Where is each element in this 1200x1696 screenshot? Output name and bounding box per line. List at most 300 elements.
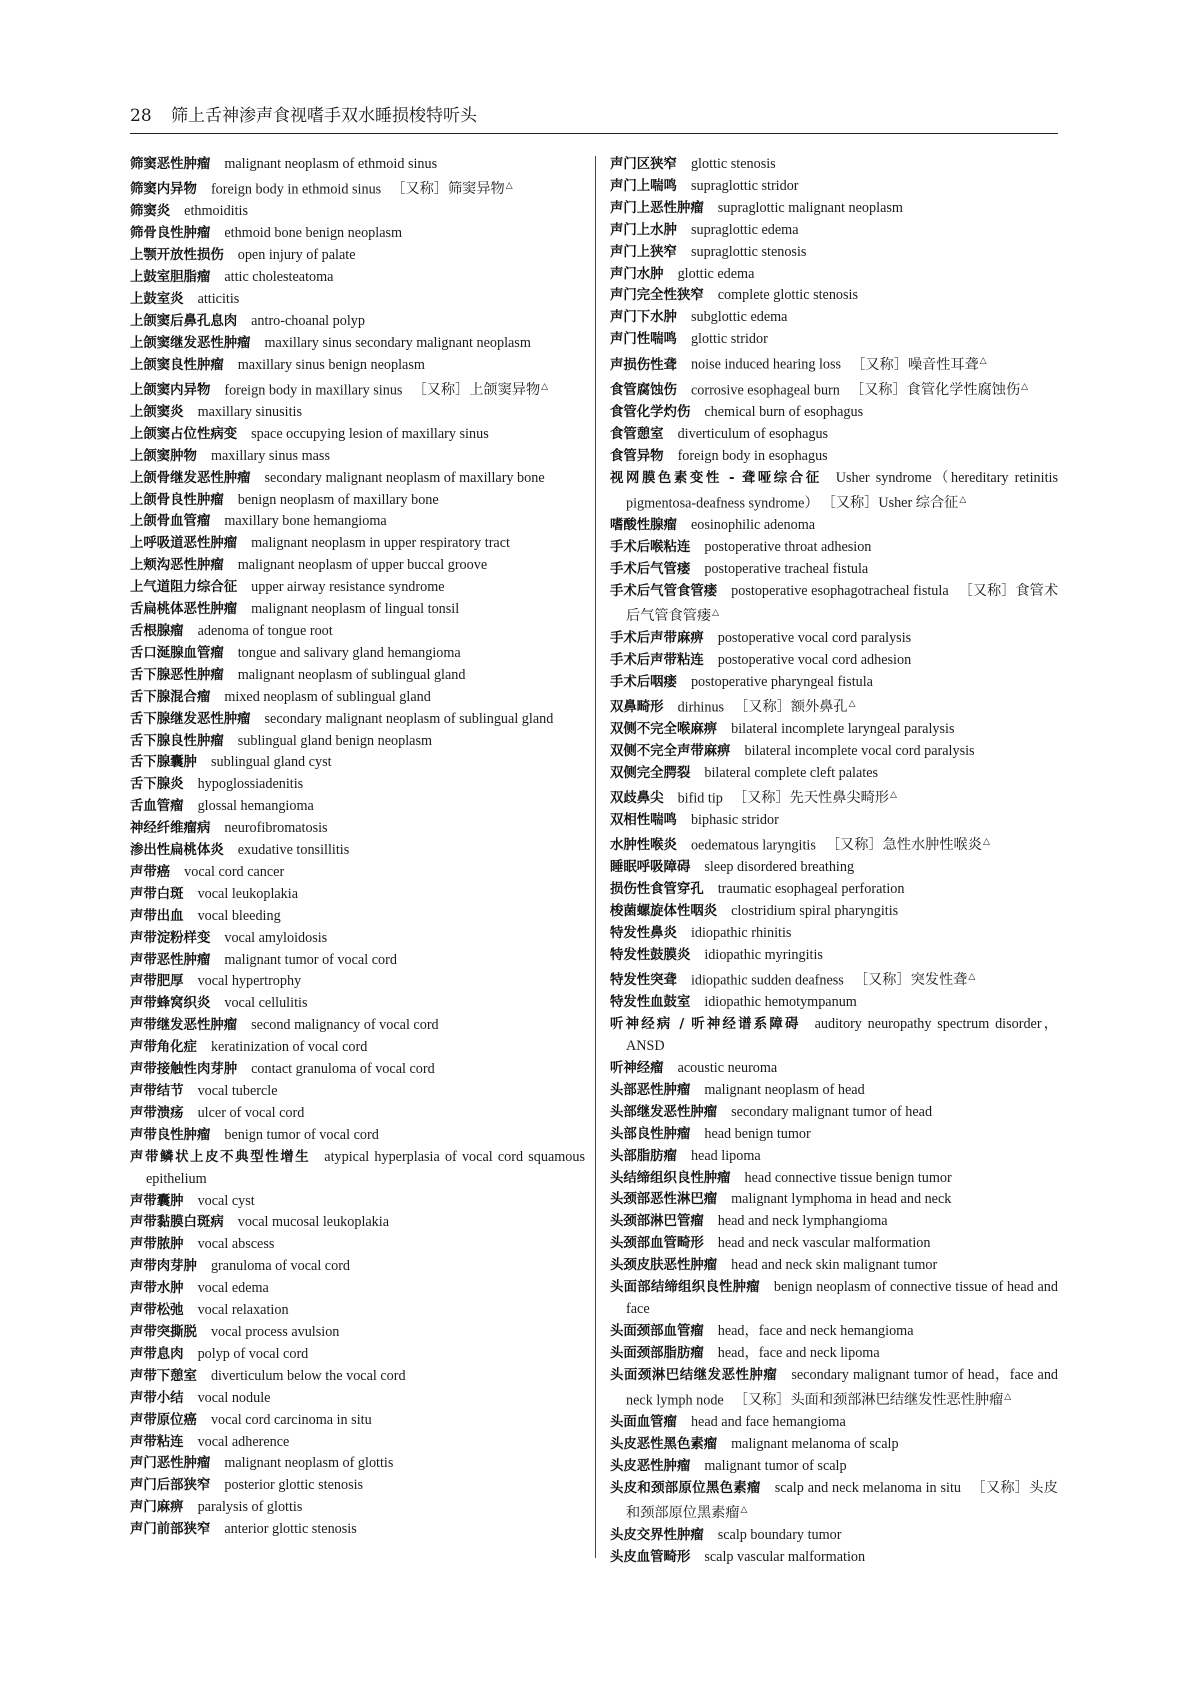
dictionary-entry: [130, 1015, 585, 1037]
english-term: granuloma of vocal cord: [210, 1258, 351, 1275]
dictionary-entry: [130, 1322, 585, 1344]
english-term: foreign body in ethmoid sinus: [210, 181, 382, 198]
dictionary-entry: [130, 424, 585, 446]
english-term: head，face and neck hemangioma: [717, 1322, 914, 1339]
dictionary-entry: [130, 599, 585, 621]
chinese-term: 舌下腺恶性肿瘤: [130, 667, 224, 683]
chinese-term: 声带囊肿: [130, 1193, 184, 1209]
chinese-term: 特发性鼻炎: [610, 926, 677, 942]
chinese-term: 声门上恶性肿瘤: [610, 200, 704, 216]
chinese-term: 双鼻畸形: [610, 700, 664, 716]
dictionary-entry: [130, 355, 585, 377]
dictionary-entry: [130, 1059, 585, 1081]
chinese-term: 声带蜂窝织炎: [130, 996, 211, 1012]
chinese-term: 声带粘连: [130, 1434, 184, 1450]
alias-term: ［又称］突发性聋: [853, 972, 968, 989]
english-term: malignant neoplasm of upper buccal groove: [237, 557, 488, 574]
dictionary-entry: [610, 650, 1058, 672]
dictionary-entry: [130, 176, 585, 201]
dictionary-entry: [610, 992, 1058, 1014]
dictionary-entry: [610, 1146, 1058, 1168]
chinese-term: 声带角化症: [130, 1040, 197, 1056]
english-term: eosinophilic adenoma: [690, 516, 816, 533]
english-term: ulcer of vocal cord: [197, 1104, 305, 1121]
triangle-mark-icon: △: [505, 180, 513, 191]
chinese-term: 头皮恶性黑色素瘤: [610, 1436, 718, 1452]
dictionary-entry: [130, 1081, 585, 1103]
alias-term: ［又称］急性水肿性喉炎: [825, 837, 982, 854]
chinese-term: 特发性血鼓室: [610, 995, 691, 1011]
dictionary-entry: [130, 643, 585, 665]
english-term: vocal bleeding: [197, 907, 281, 924]
english-term: posterior glottic stenosis: [224, 1477, 364, 1494]
english-term: glottic stenosis: [690, 156, 776, 172]
chinese-term: 声带松弛: [130, 1303, 184, 1319]
dictionary-entry: [130, 154, 585, 176]
dictionary-entry: [130, 245, 585, 267]
dictionary-entry: [130, 818, 585, 840]
chinese-term: 头部恶性肿瘤: [610, 1082, 691, 1098]
english-term: acoustic neuroma: [677, 1060, 778, 1076]
english-term: mixed neoplasm of sublingual gland: [224, 688, 431, 705]
dictionary-entry: [610, 424, 1058, 446]
chinese-term: 双侧不完全喉麻痹: [610, 722, 718, 737]
dictionary-entry: [130, 709, 585, 731]
english-term: idiopathic myringitis: [704, 947, 823, 963]
dictionary-entry: [610, 763, 1058, 785]
chinese-term: 睡眠呼吸障碍: [610, 860, 691, 876]
english-term: vocal cyst: [197, 1192, 255, 1209]
english-term: vocal hypertrophy: [197, 973, 302, 990]
chinese-term: 手术后气管瘘: [610, 561, 691, 577]
dictionary-entry: [610, 1255, 1058, 1277]
dictionary-entry: [130, 1147, 585, 1191]
chinese-term: 神经纤维瘤病: [130, 821, 211, 837]
english-term: bifid tip: [677, 790, 723, 807]
chinese-term: 手术后喉粘连: [610, 539, 691, 555]
dictionary-entry: [130, 665, 585, 687]
alias-term: ［又称］食管术后气管食管瘘: [626, 582, 1059, 624]
chinese-term: 舌下腺囊肿: [130, 755, 197, 771]
chinese-term: 声损伤性聋: [610, 357, 677, 373]
dictionary-entry: [610, 220, 1058, 242]
dictionary-entry: [130, 1497, 585, 1519]
english-term: sleep disordered breathing: [704, 859, 855, 876]
english-term: malignant tumor of vocal cord: [224, 951, 397, 968]
dictionary-entry: [130, 1212, 585, 1234]
dictionary-entry: [130, 906, 585, 928]
english-term: diverticulum of esophagus: [677, 425, 829, 442]
dictionary-entry: [130, 1278, 585, 1300]
chinese-term: 声带白斑: [130, 886, 184, 902]
alias-term: ［又称］噪音性耳聋: [851, 356, 979, 373]
dictionary-entry: [610, 1547, 1058, 1569]
dictionary-entry: [610, 402, 1058, 424]
english-term: ethmoiditis: [184, 203, 249, 220]
chinese-term: 上呼吸道恶性肿瘤: [130, 536, 238, 552]
english-term: maxillary sinus secondary malignant neoplasm: [264, 334, 531, 351]
english-term: malignant lymphoma in head and neck: [731, 1191, 952, 1208]
english-term: malignant neoplasm of sublingual gland: [237, 666, 466, 683]
english-term: attic cholesteatoma: [224, 269, 334, 285]
english-term: benign neoplasm of maxillary bone: [237, 491, 439, 508]
dictionary-entry: [130, 1366, 585, 1388]
chinese-term: 上颚开放性损伤: [130, 248, 224, 264]
dictionary-entry: [130, 1432, 585, 1454]
dictionary-entry: [130, 1234, 585, 1256]
chinese-term: 声带突撕脱: [130, 1324, 197, 1340]
english-term: Usher syndrome（hereditary retinitis pigmentosa-deafness syndrome）: [626, 469, 1058, 511]
english-term: malignant neoplasm of ethmoid sinus: [224, 156, 438, 172]
english-term: maxillary sinus benign neoplasm: [237, 356, 425, 373]
chinese-term: 手术后声带粘连: [610, 652, 704, 668]
english-term: postoperative tracheal fistula: [704, 560, 869, 577]
dictionary-entry: [130, 884, 585, 906]
dictionary-entry: [610, 1189, 1058, 1211]
chinese-term: 声带淀粉样变: [130, 930, 211, 946]
chinese-term: 声门麻痹: [130, 1500, 184, 1516]
english-term: secondary malignant tumor of head: [731, 1103, 933, 1120]
dictionary-entry: [130, 377, 585, 402]
dictionary-entry: [130, 796, 585, 818]
dictionary-entry: [610, 1365, 1058, 1412]
chinese-term: 头面血管瘤: [610, 1414, 677, 1430]
dictionary-entry: [610, 1211, 1058, 1233]
chinese-term: 声门上水肿: [610, 222, 677, 238]
chinese-term: 渗出性扁桃体炎: [130, 843, 224, 859]
chinese-term: 头皮交界性肿瘤: [610, 1527, 704, 1543]
english-term: postoperative esophagotracheal fistula: [731, 582, 949, 599]
dictionary-entry: [610, 1102, 1058, 1124]
english-term: complete glottic stenosis: [717, 287, 859, 304]
chinese-term: 嗜酸性腺瘤: [610, 517, 677, 533]
english-term: atticitis: [197, 290, 240, 307]
dictionary-entry: [130, 950, 585, 972]
triangle-mark-icon: △: [889, 789, 897, 800]
dictionary-entry: [610, 628, 1058, 650]
english-term: vocal cord carcinoma in situ: [210, 1411, 372, 1428]
chinese-term: 声门完全性狭窄: [610, 288, 704, 304]
dictionary-entry: [130, 223, 585, 245]
english-term: malignant tumor of scalp: [704, 1457, 847, 1474]
dictionary-entry: [610, 198, 1058, 220]
dictionary-entry: [610, 1321, 1058, 1343]
chinese-term: 双相性喘鸣: [610, 813, 677, 829]
english-term: postoperative throat adhesion: [704, 538, 872, 555]
english-term: vocal tubercle: [197, 1083, 278, 1099]
dictionary-entry: [130, 1388, 585, 1410]
chinese-term: 舌下腺继发恶性肿瘤: [130, 711, 251, 727]
chinese-term: 头皮恶性肿瘤: [610, 1458, 691, 1474]
chinese-term: 手术后咽瘘: [610, 674, 677, 690]
english-term: head and neck skin malignant tumor: [731, 1257, 938, 1274]
dictionary-entry: [610, 785, 1058, 810]
chinese-term: 声带息肉: [130, 1346, 184, 1362]
chinese-term: 声带接触性肉芽肿: [130, 1062, 238, 1078]
triangle-mark-icon: △: [968, 971, 976, 982]
dictionary-entry: [130, 971, 585, 993]
dictionary-entry: [610, 581, 1058, 628]
chinese-term: 头颈部恶性淋巴瘤: [610, 1192, 718, 1208]
chinese-term: 声带鳞状上皮不典型性增生: [130, 1149, 311, 1165]
dictionary-entry: [130, 1037, 585, 1059]
dictionary-entry: [610, 901, 1058, 923]
chinese-term: 声门下水肿: [610, 310, 677, 326]
dictionary-entry: [130, 490, 585, 512]
dictionary-entry: [130, 289, 585, 311]
chinese-term: 声门上狭窄: [610, 244, 677, 260]
dictionary-entry: [130, 201, 585, 223]
chinese-term: 舌下腺炎: [130, 777, 184, 793]
english-term: auditory neuropathy spectrum disorder，ANSD: [626, 1016, 1058, 1055]
triangle-mark-icon: △: [959, 494, 967, 505]
english-term: idiopathic rhinitis: [690, 925, 792, 942]
english-term: open injury of palate: [237, 247, 356, 264]
english-term: diverticulum below the vocal cord: [210, 1367, 406, 1384]
page-number: 28: [130, 106, 152, 126]
chinese-term: 声带黏膜白斑病: [130, 1215, 224, 1231]
english-term: bilateral complete cleft palates: [704, 764, 879, 781]
dictionary-entry: [610, 879, 1058, 901]
triangle-mark-icon: △: [1004, 1391, 1012, 1402]
dictionary-entry: [610, 832, 1058, 857]
chinese-term: 上颊沟恶性肿瘤: [130, 558, 224, 574]
english-term: dirhinus: [677, 699, 725, 716]
alias-term: ［又称］食管化学性腐蚀伤: [849, 382, 1021, 398]
dictionary-entry: [130, 311, 585, 333]
english-term: sublingual gland benign neoplasm: [237, 732, 432, 749]
dictionary-entry: [610, 1412, 1058, 1434]
chinese-term: 筛骨良性肿瘤: [130, 226, 211, 242]
english-term: postoperative vocal cord paralysis: [717, 629, 912, 646]
dictionary-entry: [610, 1058, 1058, 1080]
english-term: glossal hemangioma: [197, 798, 314, 815]
column-divider: [595, 156, 596, 1558]
chinese-term: 头颈部淋巴管瘤: [610, 1214, 704, 1230]
dictionary-entry: [130, 687, 585, 709]
english-term: corrosive esophageal burn: [690, 382, 840, 398]
dictionary-entry: [130, 1344, 585, 1366]
english-term: maxillary sinusitis: [197, 403, 302, 420]
dictionary-entry: [130, 928, 585, 950]
english-term: secondary malignant tumor of head，face and neck lymph node: [626, 1366, 1059, 1409]
dictionary-entry: [130, 555, 585, 577]
dictionary-entry: [130, 1103, 585, 1125]
chinese-term: 舌扁桃体恶性肿瘤: [130, 602, 238, 618]
chinese-term: 食管化学灼伤: [610, 404, 691, 420]
english-term: supraglottic malignant neoplasm: [717, 199, 903, 216]
english-term: head lipoma: [690, 1147, 761, 1164]
chinese-term: 声门区狭窄: [610, 157, 677, 172]
chinese-term: 头面颈淋巴结继发恶性肿瘤: [610, 1367, 778, 1383]
english-term: neurofibromatosis: [224, 820, 328, 837]
english-term: postoperative pharyngeal fistula: [690, 673, 873, 690]
dictionary-entry: [130, 993, 585, 1015]
chinese-term: 头部良性肿瘤: [610, 1126, 691, 1142]
chinese-term: 声带肉芽肿: [130, 1259, 197, 1275]
english-term: oedematous laryngitis: [690, 837, 816, 854]
chinese-term: 双侧不完全声带麻痹: [610, 743, 731, 759]
english-term: vocal edema: [197, 1280, 269, 1297]
dictionary-entry: [130, 577, 585, 599]
dictionary-entry: [130, 533, 585, 555]
chinese-term: 上颌窦炎: [130, 404, 184, 420]
alias-term: ［又称］上颌窦异物: [412, 382, 541, 398]
dictionary-entry: [130, 862, 585, 884]
chinese-term: 声带癌: [130, 864, 171, 880]
english-term: head benign tumor: [704, 1125, 811, 1142]
chinese-term: 头颈皮肤恶性肿瘤: [610, 1258, 718, 1274]
dictionary-entry: [610, 537, 1058, 559]
english-term: traumatic esophageal perforation: [717, 881, 905, 898]
dictionary-entry: [130, 1475, 585, 1497]
right-column: [610, 154, 1058, 1569]
dictionary-entry: [610, 1080, 1058, 1102]
english-term: vocal mucosal leukoplakia: [237, 1214, 390, 1231]
english-term: head connective tissue benign tumor: [744, 1169, 952, 1186]
alias-term: ［又称］头面和颈部淋巴结继发性恶性肿瘤: [733, 1392, 1004, 1409]
english-term: supraglottic stenosis: [690, 243, 807, 260]
english-term: sublingual gland cyst: [210, 754, 332, 771]
english-term: vocal leukoplakia: [197, 885, 299, 902]
english-term: glottic stridor: [690, 331, 768, 348]
chinese-term: 筛窦内异物: [130, 182, 197, 198]
dictionary-entry: [130, 1453, 585, 1475]
dictionary-entry: [130, 731, 585, 753]
english-term: subglottic edema: [690, 309, 788, 326]
chinese-term: 头部继发恶性肿瘤: [610, 1104, 718, 1120]
english-term: malignant neoplasm of lingual tonsil: [251, 601, 460, 618]
chinese-term: 上颌窦内异物: [130, 383, 211, 398]
english-term: idiopathic hemotympanum: [704, 994, 857, 1011]
dictionary-entry: [610, 329, 1058, 351]
page-header: [130, 103, 1058, 134]
chinese-term: 上鼓室炎: [130, 291, 184, 307]
chinese-term: 舌血管瘤: [130, 799, 184, 815]
chinese-term: 视网膜色素变性 - 聋哑综合征: [610, 470, 822, 486]
dictionary-entry: [130, 621, 585, 643]
dictionary-entry: [610, 264, 1058, 286]
english-term: malignant neoplasm of head: [704, 1081, 865, 1098]
english-term: anterior glottic stenosis: [224, 1521, 357, 1538]
chinese-term: 声带水肿: [130, 1281, 184, 1297]
chinese-term: 头皮血管畸形: [610, 1549, 691, 1565]
chinese-term: 头结缔组织良性肿瘤: [610, 1170, 731, 1186]
chinese-term: 声门上喘鸣: [610, 178, 677, 194]
english-term: tongue and salivary gland hemangioma: [237, 644, 461, 661]
chinese-term: 舌口涎腺血管瘤: [130, 645, 224, 661]
chinese-term: 损伤性食管穿孔: [610, 882, 704, 898]
dictionary-entry: [610, 1014, 1058, 1058]
dictionary-entry: [610, 857, 1058, 879]
chinese-term: 食管异物: [610, 448, 664, 464]
chinese-term: 声带肥厚: [130, 974, 184, 990]
triangle-mark-icon: △: [982, 837, 990, 847]
dictionary-entry: [130, 1256, 585, 1278]
chinese-term: 声门水肿: [610, 266, 664, 282]
chinese-term: 声带脓肿: [130, 1237, 184, 1253]
dictionary-entry: [130, 774, 585, 796]
chinese-term: 食管憩室: [610, 426, 664, 442]
chinese-term: 双侧完全腭裂: [610, 765, 691, 781]
triangle-mark-icon: △: [712, 607, 720, 618]
chinese-term: 声带下憩室: [130, 1368, 197, 1384]
chinese-term: 手术后气管食管瘘: [610, 583, 718, 599]
english-term: keratinization of vocal cord: [210, 1039, 368, 1056]
chinese-term: 筛窦炎: [130, 204, 171, 220]
dictionary-entry: [610, 285, 1058, 307]
english-term: supraglottic edema: [690, 221, 799, 238]
english-term: malignant neoplasm of glottis: [224, 1455, 394, 1472]
english-term: foreign body in maxillary sinus: [224, 382, 403, 398]
english-term: exudative tonsillitis: [237, 842, 350, 859]
header-index-characters: 筛上舌神渗声食视嗜手双水睡损梭特听头: [171, 106, 478, 126]
chinese-term: 舌根腺瘤: [130, 623, 184, 639]
chinese-term: 声带原位癌: [130, 1412, 197, 1428]
chinese-term: 手术后声带麻痹: [610, 630, 704, 646]
english-term: upper airway resistance syndrome: [251, 579, 445, 596]
dictionary-entry: [130, 1410, 585, 1432]
english-term: head and face hemangioma: [690, 1413, 846, 1430]
chinese-term: 声门后部狭窄: [130, 1478, 211, 1494]
dictionary-entry: [610, 1168, 1058, 1190]
chinese-term: 上颌窦占位性病变: [130, 426, 238, 442]
dictionary-entry: [610, 377, 1058, 402]
english-term: vocal amyloidosis: [224, 929, 328, 946]
dictionary-entry: [610, 468, 1058, 515]
dictionary-entry: [610, 1124, 1058, 1146]
dictionary-entry: [610, 694, 1058, 719]
chinese-term: 上颌骨良性肿瘤: [130, 492, 224, 508]
dictionary-entry: [610, 351, 1058, 376]
english-term: hypoglossiadenitis: [197, 776, 304, 793]
dictionary-entry: [610, 810, 1058, 832]
english-term: noise induced hearing loss: [690, 356, 842, 373]
english-term: glottic edema: [677, 265, 755, 282]
chinese-term: 上颌窦继发恶性肿瘤: [130, 335, 251, 351]
chinese-term: 双歧鼻尖: [610, 791, 664, 807]
dictionary-entry: [130, 267, 585, 289]
chinese-term: 梭菌螺旋体性咽炎: [610, 904, 718, 920]
triangle-mark-icon: △: [979, 356, 987, 367]
chinese-term: 筛窦恶性肿瘤: [130, 157, 211, 172]
english-term: polyp of vocal cord: [197, 1345, 309, 1362]
dictionary-entry: [610, 1343, 1058, 1365]
english-term: vocal relaxation: [197, 1302, 289, 1319]
dictionary-entry: [130, 840, 585, 862]
english-term: ethmoid bone benign neoplasm: [224, 225, 403, 242]
chinese-term: 上鼓室胆脂瘤: [130, 270, 211, 285]
english-term: vocal abscess: [197, 1236, 275, 1253]
dictionary-entry: [130, 468, 585, 490]
dictionary-entry: [610, 1434, 1058, 1456]
chinese-term: 上气道阻力综合征: [130, 580, 238, 596]
left-column: [130, 154, 585, 1541]
dictionary-entry: [610, 945, 1058, 967]
chinese-term: 声带小结: [130, 1390, 184, 1406]
chinese-term: 特发性鼓膜炎: [610, 948, 691, 963]
chinese-term: 听神经瘤: [610, 1061, 664, 1076]
dictionary-entry: [610, 307, 1058, 329]
chinese-term: 舌下腺良性肿瘤: [130, 733, 224, 749]
chinese-term: 头皮和颈部原位黑色素瘤: [610, 1480, 761, 1496]
english-term: maxillary sinus mass: [210, 447, 330, 464]
english-term: supraglottic stridor: [690, 177, 799, 194]
alias-term: ［又称］筛窦异物: [391, 181, 505, 198]
english-term: atypical hyperplasia of vocal cord squamous epithelium: [146, 1148, 585, 1187]
english-term: maxillary bone hemangioma: [224, 513, 387, 530]
english-term: space occupying lesion of maxillary sinus: [251, 425, 489, 442]
